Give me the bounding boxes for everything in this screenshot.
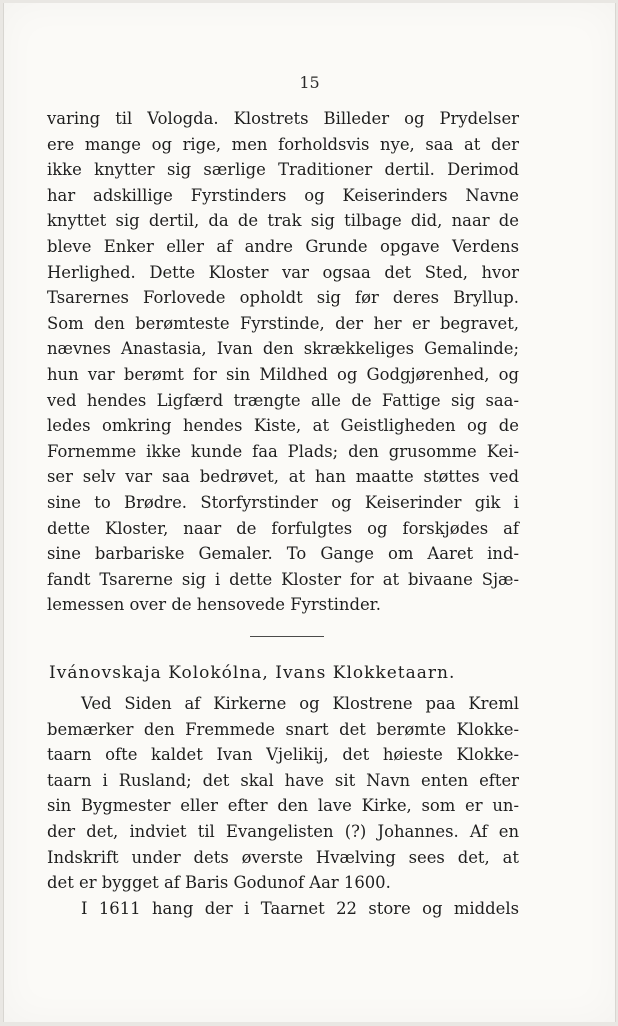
text-line: bleve Enker eller af andre Grunde opgave Verdens bbox=[47, 236, 519, 256]
text-line: ser selv var saa bedrøvet, at han maatte støttes ved bbox=[47, 467, 519, 487]
text-line: knyttet sig dertil, da de trak sig tilbage did, naar de bbox=[47, 211, 519, 231]
text-line: sine barbariske Gemaler. To Gange om Aaret ind- bbox=[47, 544, 519, 564]
text-line: I 1611 hang der i Taarnet 22 store og middels bbox=[81, 898, 519, 918]
text-line: ere mange og rige, men forholdsvis nye, saa at der bbox=[47, 134, 519, 154]
text-line: lemessen over de hensovede Fyrstinder. bbox=[47, 595, 381, 615]
text-line: Indskrift under dets øverste Hvælving sees det, at bbox=[47, 847, 519, 867]
text-line: bemærker den Fremmede snart det berømte Klokke- bbox=[47, 719, 519, 739]
text-line: Fornemme ikke kunde faa Plads; den grusomme Kei- bbox=[47, 441, 519, 461]
text-line: Ved Siden af Kirkerne og Klostrene paa Kreml bbox=[81, 694, 519, 713]
book-page bbox=[3, 3, 616, 1022]
paragraph-kloster bbox=[47, 106, 519, 618]
text-line: varing til Vologda. Klostrets Billeder og Prydelser bbox=[47, 109, 519, 128]
text-line: sin Bygmester eller efter den lave Kirke, som er un- bbox=[47, 796, 519, 816]
text-line: taarn ofte kaldet Ivan Vjelikij, det høieste Klokke- bbox=[47, 745, 519, 765]
text-line: Tsarernes Forlovede opholdt sig før deres Bryllup. bbox=[47, 288, 519, 308]
text-line: Herlighed. Dette Kloster var ogsaa det Sted, hvor bbox=[47, 262, 519, 282]
text-line: taarn i Rusland; det skal have sit Navn enten efter bbox=[47, 770, 519, 790]
section-heading: Ivánovskaja Kolokólna, Ivans Klokketaarn. bbox=[49, 663, 456, 683]
text-line: ved hendes Ligfærd trængte alle de Fattige sig saa- bbox=[47, 390, 519, 410]
text-line: der det, indviet til Evangelisten (?) Johannes. Af en bbox=[47, 821, 519, 841]
text-line: ledes omkring hendes Kiste, at Geistligheden og de bbox=[47, 416, 519, 436]
text-line: nævnes Anastasia, Ivan den skrækkeliges Gemalinde; bbox=[47, 339, 519, 359]
page-number: 15 bbox=[299, 73, 320, 92]
text-line: dette Kloster, naar de forfulgtes og forskjødes af bbox=[47, 518, 519, 538]
text-line: det er bygget af Baris Godunof Aar 1600. bbox=[47, 873, 391, 893]
text-line: hun var berømt for sin Mildhed og Godgjørenhed, og bbox=[47, 364, 519, 384]
paragraph-klokketaarn bbox=[47, 691, 519, 921]
text-line: ikke knytter sig særlige Traditioner dertil. Derimod bbox=[47, 160, 519, 180]
text-line: sine to Brødre. Storfyrstinder og Keiserinder gik i bbox=[47, 492, 519, 512]
text-line: fandt Tsarerne sig i dette Kloster for at bivaane Sjæ- bbox=[47, 569, 519, 589]
section-divider bbox=[250, 636, 324, 637]
text-line: har adskillige Fyrstinders og Keiserinders Navne bbox=[47, 185, 519, 205]
text-line: Som den berømteste Fyrstinde, der her er begravet, bbox=[47, 313, 519, 333]
